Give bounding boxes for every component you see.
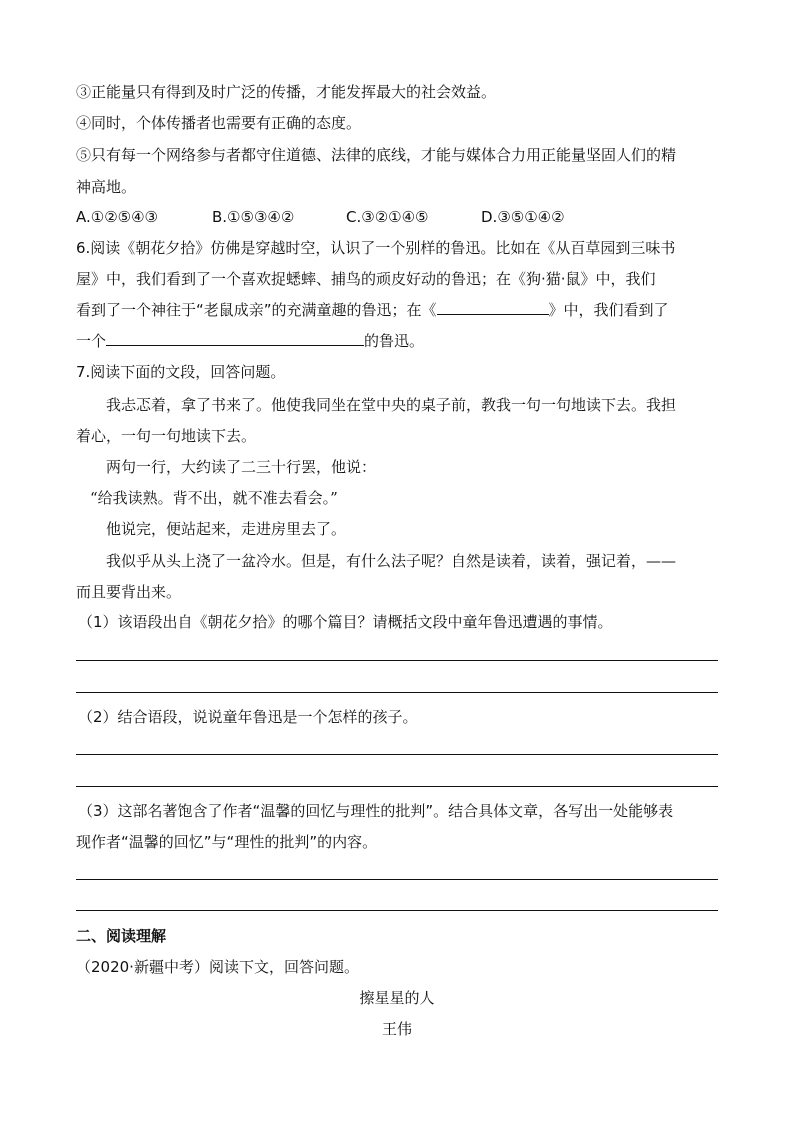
passage-p4: 他说完，便站起来，走进房里去了。 [106, 520, 347, 538]
statement-3: ③正能量只有得到及时广泛的传播，才能发挥最大的社会效益。 [76, 83, 497, 101]
q6-line4 [76, 330, 424, 352]
article-author: 王伟 [381, 1020, 412, 1038]
passage-p3: “给我读熟。背不出，就不准去看会。” [90, 489, 338, 507]
section-heading: 二、阅读理解 [76, 927, 167, 945]
q6-line4-text-b: 的鲁迅。 [364, 332, 425, 350]
section-intro: （2020·新疆中考）阅读下文，回答问题。 [76, 958, 359, 976]
answer-options [76, 206, 565, 228]
subquestion-3-line2: 现作者“温馨的回忆”与“理性的批判”的内容。 [76, 833, 378, 851]
q6-line3-text-a: 看到了一个神往于“老鼠成亲”的充满童趣的鲁迅；在《 [76, 301, 437, 319]
answer-line-3a[interactable] [76, 879, 718, 880]
option-a: A.①②⑤④③ [76, 208, 159, 226]
answer-line-2b[interactable] [76, 786, 718, 787]
subquestion-3-line1: （3）这部名著饱含了作者“温馨的回忆与理性的批判”。结合具体文章，各写出一处能够表 [78, 802, 674, 820]
subquestion-1: （1）该语段出自《朝花夕拾》的哪个篇目？请概括文段中童年鲁迅遭遇的事情。 [78, 613, 613, 631]
q6-line4-text-a: 一个 [76, 332, 107, 350]
q6-line3 [76, 299, 669, 321]
subquestion-2: （2）结合语段，说说童年鲁迅是一个怎样的孩子。 [78, 708, 418, 726]
statement-5-line2: 神高地。 [76, 178, 137, 196]
answer-line-3b[interactable] [76, 910, 718, 911]
q6-line3-text-b: 》中，我们看到了 [548, 301, 669, 319]
q6-blank-title[interactable] [437, 300, 549, 315]
answer-line-1a[interactable] [76, 660, 718, 661]
q6-line2: 屋》中，我们看到了一个喜欢捉蟋蟀、捕鸟的顽皮好动的鲁迅；在《狗·猫·鼠》中，我们 [76, 270, 656, 288]
passage-p2: 两句一行，大约读了二三十行罢，他说： [106, 458, 377, 476]
passage-p5-line1: 我似乎从头上浇了一盆冷水。但是，有什么法子呢？自然是读着，读着，强记着，—— [106, 552, 677, 570]
option-c: C.③②①④⑤ [346, 208, 429, 226]
passage-p1-line1: 我忐忑着，拿了书来了。他使我同坐在堂中央的桌子前，教我一句一句地读下去。我担 [106, 396, 677, 414]
q6-line1: 6.阅读《朝花夕拾》仿佛是穿越时空，认识了一个别样的鲁迅。比如在《从百草园到三味书 [76, 239, 676, 257]
passage-p5-line2: 而且要背出来。 [76, 583, 182, 601]
q6-blank-description[interactable] [106, 331, 364, 346]
q7-title: 7.阅读下面的文段，回答问题。 [76, 363, 286, 381]
answer-line-2a[interactable] [76, 754, 718, 755]
statement-4: ④同时，个体传播者也需要有正确的态度。 [76, 114, 362, 132]
option-b: B.①⑤③④② [212, 208, 295, 226]
article-title: 擦星星的人 [359, 989, 435, 1007]
statement-5-line1: ⑤只有每一个网络参与者都守住道德、法律的底线，才能与媒体合力用正能量坚固人们的精 [76, 146, 677, 164]
option-d: D.③⑤①④② [481, 208, 565, 226]
passage-p1-line2: 着心，一句一句地读下去。 [76, 427, 257, 445]
answer-line-1b[interactable] [76, 692, 718, 693]
